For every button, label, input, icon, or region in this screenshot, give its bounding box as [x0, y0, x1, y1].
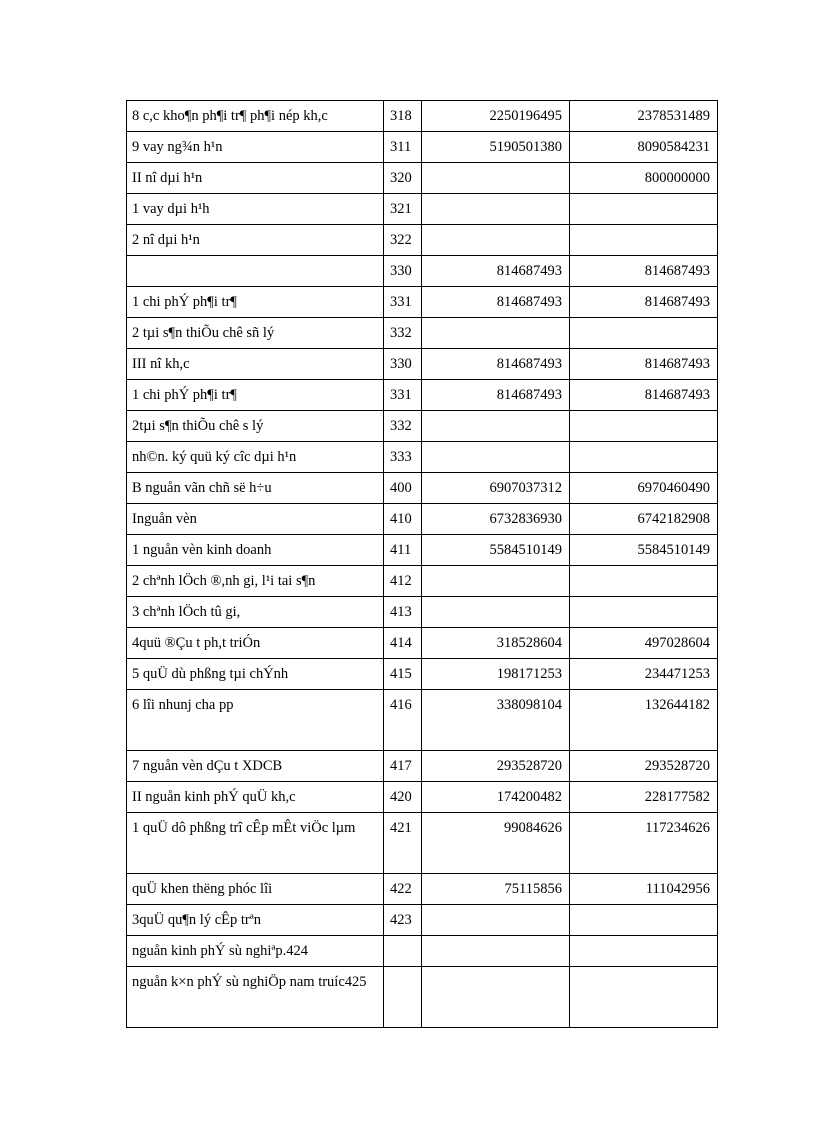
row-name-cell: [127, 256, 384, 287]
table-row: [127, 380, 718, 411]
row-name-cell: 2 tµi s¶n thiÕu chê sñ lý: [127, 318, 384, 349]
row-value-prior-cell: [570, 905, 718, 936]
row-name-cell: III nî kh,c: [127, 349, 384, 380]
row-value-prior-cell: [570, 967, 718, 1028]
row-value-prior-cell: [570, 225, 718, 256]
table-row: [127, 194, 718, 225]
row-value-prior-cell: 800000000: [570, 163, 718, 194]
balance-sheet-body: [127, 101, 718, 1028]
row-code-cell: 332: [384, 318, 422, 349]
row-name-cell: B nguån vãn chñ së h÷u: [127, 473, 384, 504]
row-name-cell: 1 vay dµi h¹h: [127, 194, 384, 225]
row-name-cell: 3 chªnh lÖch tû gi,: [127, 597, 384, 628]
table-row: [127, 318, 718, 349]
row-value-prior-cell: 293528720: [570, 751, 718, 782]
row-value-current-cell: 318528604: [422, 628, 570, 659]
row-code-cell: 400: [384, 473, 422, 504]
row-name-cell: 2 chªnh lÖch ®,nh gi, l¹i tai s¶n: [127, 566, 384, 597]
row-code-cell: 331: [384, 380, 422, 411]
row-code-cell: 321: [384, 194, 422, 225]
row-value-current-cell: 814687493: [422, 256, 570, 287]
row-code-cell: 412: [384, 566, 422, 597]
table-row: [127, 905, 718, 936]
row-value-current-cell: 174200482: [422, 782, 570, 813]
row-value-current-cell: [422, 163, 570, 194]
row-name-cell: 1 quÜ dô phßng trî cÊp mÊt viÖc lµm: [127, 813, 384, 874]
table-row: [127, 628, 718, 659]
row-value-prior-cell: 5584510149: [570, 535, 718, 566]
table-row: [127, 256, 718, 287]
row-value-prior-cell: [570, 411, 718, 442]
table-row: [127, 535, 718, 566]
row-name-cell: 8 c,c kho¶n ph¶i tr¶ ph¶i nép kh,c: [127, 101, 384, 132]
table-row: [127, 163, 718, 194]
row-code-cell: 420: [384, 782, 422, 813]
row-name-cell: 6 lîi nhunj cha pp: [127, 690, 384, 751]
row-name-cell: 1 chi phÝ ph¶i tr¶: [127, 380, 384, 411]
table-row: [127, 442, 718, 473]
row-name-cell: nguån k×n phÝ sù nghiÖp nam truíc425: [127, 967, 384, 1028]
row-value-current-cell: 293528720: [422, 751, 570, 782]
row-name-cell: 3quÜ qu¶n lý cÊp trªn: [127, 905, 384, 936]
row-name-cell: quÜ khen thëng phóc lîi: [127, 874, 384, 905]
row-code-cell: 333: [384, 442, 422, 473]
row-name-cell: II nguån kinh phÝ quÜ kh,c: [127, 782, 384, 813]
row-name-cell: 1 nguån vèn kinh doanh: [127, 535, 384, 566]
row-name-cell: 4quü ®Çu t ph,t triÓn: [127, 628, 384, 659]
row-code-cell: 311: [384, 132, 422, 163]
row-name-cell: nh©n. ký quü ký cîc dµi h¹n: [127, 442, 384, 473]
table-row: [127, 101, 718, 132]
row-code-cell: 330: [384, 349, 422, 380]
row-code-cell: 330: [384, 256, 422, 287]
row-name-cell: 1 chi phÝ ph¶i tr¶: [127, 287, 384, 318]
row-name-cell: 2tµi s¶n thiÕu chê s lý: [127, 411, 384, 442]
table-row: [127, 132, 718, 163]
table-row: [127, 411, 718, 442]
row-name-cell: II nî dµi h¹n: [127, 163, 384, 194]
row-value-current-cell: 5190501380: [422, 132, 570, 163]
table-row: [127, 813, 718, 874]
row-value-current-cell: [422, 411, 570, 442]
row-code-cell: [384, 967, 422, 1028]
row-code-cell: 320: [384, 163, 422, 194]
row-value-prior-cell: [570, 597, 718, 628]
row-value-prior-cell: 814687493: [570, 380, 718, 411]
row-value-current-cell: [422, 936, 570, 967]
row-value-prior-cell: 497028604: [570, 628, 718, 659]
row-value-prior-cell: 2378531489: [570, 101, 718, 132]
row-value-current-cell: 2250196495: [422, 101, 570, 132]
table-row: [127, 287, 718, 318]
row-value-prior-cell: [570, 194, 718, 225]
table-row: [127, 597, 718, 628]
row-value-current-cell: 6907037312: [422, 473, 570, 504]
row-value-current-cell: 75115856: [422, 874, 570, 905]
row-value-current-cell: [422, 905, 570, 936]
row-value-prior-cell: 234471253: [570, 659, 718, 690]
row-code-cell: 421: [384, 813, 422, 874]
table-row: [127, 566, 718, 597]
row-value-prior-cell: [570, 566, 718, 597]
table-row: [127, 473, 718, 504]
table-row: [127, 504, 718, 535]
row-name-cell: 7 nguån vèn dÇu t XDCB: [127, 751, 384, 782]
row-value-current-cell: [422, 225, 570, 256]
row-code-cell: 332: [384, 411, 422, 442]
row-value-prior-cell: [570, 936, 718, 967]
row-value-prior-cell: 132644182: [570, 690, 718, 751]
row-code-cell: 322: [384, 225, 422, 256]
row-value-current-cell: [422, 194, 570, 225]
table-row: [127, 751, 718, 782]
row-code-cell: 411: [384, 535, 422, 566]
row-code-cell: 415: [384, 659, 422, 690]
row-value-current-cell: [422, 442, 570, 473]
row-value-current-cell: [422, 597, 570, 628]
table-row: [127, 782, 718, 813]
row-value-prior-cell: 117234626: [570, 813, 718, 874]
balance-sheet-table: [126, 100, 718, 1028]
row-code-cell: 417: [384, 751, 422, 782]
row-value-current-cell: [422, 318, 570, 349]
table-row: [127, 349, 718, 380]
row-code-cell: [384, 936, 422, 967]
row-value-prior-cell: [570, 442, 718, 473]
row-code-cell: 414: [384, 628, 422, 659]
row-value-prior-cell: 6742182908: [570, 504, 718, 535]
row-value-prior-cell: 228177582: [570, 782, 718, 813]
row-value-current-cell: 338098104: [422, 690, 570, 751]
row-value-prior-cell: 814687493: [570, 287, 718, 318]
table-row: [127, 659, 718, 690]
row-value-prior-cell: [570, 318, 718, 349]
row-code-cell: 423: [384, 905, 422, 936]
row-name-cell: nguån kinh phÝ sù nghiªp.424: [127, 936, 384, 967]
row-value-current-cell: 814687493: [422, 287, 570, 318]
table-row: [127, 936, 718, 967]
row-name-cell: 5 quÜ dù phßng tµi chÝnh: [127, 659, 384, 690]
table-row: [127, 874, 718, 905]
table-row: [127, 967, 718, 1028]
row-name-cell: Inguån vèn: [127, 504, 384, 535]
row-code-cell: 410: [384, 504, 422, 535]
row-name-cell: 9 vay ng¾n h¹n: [127, 132, 384, 163]
row-value-prior-cell: 6970460490: [570, 473, 718, 504]
row-value-prior-cell: 814687493: [570, 256, 718, 287]
row-value-current-cell: 6732836930: [422, 504, 570, 535]
row-code-cell: 331: [384, 287, 422, 318]
row-name-cell: 2 nî dµi h¹n: [127, 225, 384, 256]
row-value-current-cell: 814687493: [422, 380, 570, 411]
row-code-cell: 422: [384, 874, 422, 905]
row-value-current-cell: [422, 566, 570, 597]
row-code-cell: 413: [384, 597, 422, 628]
row-value-current-cell: 814687493: [422, 349, 570, 380]
table-row: [127, 225, 718, 256]
row-code-cell: 318: [384, 101, 422, 132]
row-value-prior-cell: 8090584231: [570, 132, 718, 163]
row-code-cell: 416: [384, 690, 422, 751]
row-value-current-cell: [422, 967, 570, 1028]
row-value-prior-cell: 111042956: [570, 874, 718, 905]
row-value-current-cell: 99084626: [422, 813, 570, 874]
row-value-prior-cell: 814687493: [570, 349, 718, 380]
row-value-current-cell: 5584510149: [422, 535, 570, 566]
table-row: [127, 690, 718, 751]
row-value-current-cell: 198171253: [422, 659, 570, 690]
